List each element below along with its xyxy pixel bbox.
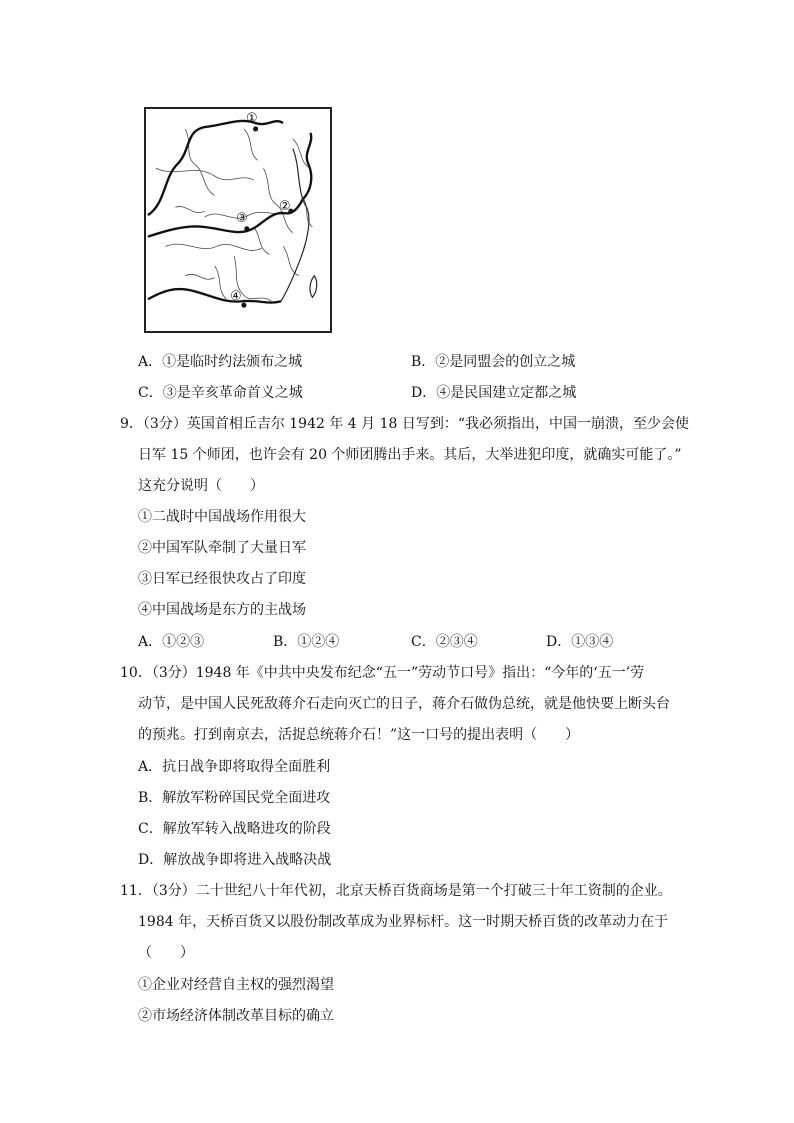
map-marker-3: ③ bbox=[236, 211, 248, 226]
q9-item-2: ②中国军队牵制了大量日军 bbox=[138, 540, 306, 556]
map-marker-2: ② bbox=[279, 199, 291, 214]
q9-stem-line-1: 9．（3分）英国首相丘吉尔 1942 年 4 月 18 日写到：“我必须指出，中国一崩溃，至少会使 bbox=[120, 416, 690, 432]
q9-item-4: ④中国战场是东方的主战场 bbox=[138, 602, 306, 618]
q9-option-a[interactable]: A．①②③ bbox=[138, 634, 205, 650]
q10-option-b[interactable]: B．解放军粉碎国民党全面进攻 bbox=[138, 790, 331, 806]
map-marker-4: ④ bbox=[230, 289, 242, 304]
q10-stem-line-2: 动节，是中国人民死敌蒋介石走向灭亡的日子，蒋介石做伪总统，就是他快要上断头台 bbox=[138, 696, 670, 712]
q8-option-b[interactable]: B．②是同盟会的创立之城 bbox=[411, 354, 576, 370]
q9-option-c[interactable]: C．②③④ bbox=[411, 634, 478, 650]
q11-stem-line-3: （ ） bbox=[138, 945, 194, 961]
q10-option-a[interactable]: A．抗日战争即将取得全面胜利 bbox=[138, 759, 331, 775]
q10-option-c[interactable]: C．解放军转入战略进攻的阶段 bbox=[138, 821, 331, 837]
q11-stem-line-1: 11．（3分）二十世纪八十年代初，北京天桥百货商场是第一个打破三十年工资制的企业。 bbox=[120, 883, 672, 899]
q11-stem-line-2: 1984 年，天桥百货又以股份制改革成为业界标杆。这一时期天桥百货的改革动力在于 bbox=[138, 914, 669, 930]
q10-option-d[interactable]: D．解放战争即将进入战略决战 bbox=[138, 852, 332, 868]
q11-item-2: ②市场经济体制改革目标的确立 bbox=[138, 1008, 334, 1024]
q9-stem-line-3: 这充分说明（ ） bbox=[138, 478, 264, 494]
q10-stem-line-1: 10．（3分）1948 年《中共中央发布纪念“五一”劳动节口号》指出：“今年的‘五一’劳 bbox=[120, 665, 645, 681]
q9-option-d[interactable]: D．①③④ bbox=[546, 634, 614, 650]
q10-stem-line-3: 的预兆。打到南京去，活捉总统蒋介石！”这一口号的提出表明（ ） bbox=[138, 727, 580, 743]
q8-option-a[interactable]: A．①是临时约法颁布之城 bbox=[138, 354, 303, 370]
question-8-map bbox=[144, 107, 332, 333]
q11-item-1: ①企业对经营自主权的强烈渴望 bbox=[138, 977, 334, 993]
map-marker-1: ① bbox=[246, 111, 258, 126]
q9-item-1: ①二战时中国战场作用很大 bbox=[138, 509, 306, 525]
q9-option-b[interactable]: B．①②④ bbox=[273, 634, 340, 650]
q9-item-3: ③日军已经很快攻占了印度 bbox=[138, 571, 306, 587]
q8-option-d[interactable]: D．④是民国建立定都之城 bbox=[411, 385, 577, 401]
q8-option-c[interactable]: C．③是辛亥革命首义之城 bbox=[138, 385, 303, 401]
q9-stem-line-2: 日军 15 个师团，也许会有 20 个师团腾出手来。其后，大举进犯印度，就确实可能了。” bbox=[138, 447, 682, 463]
